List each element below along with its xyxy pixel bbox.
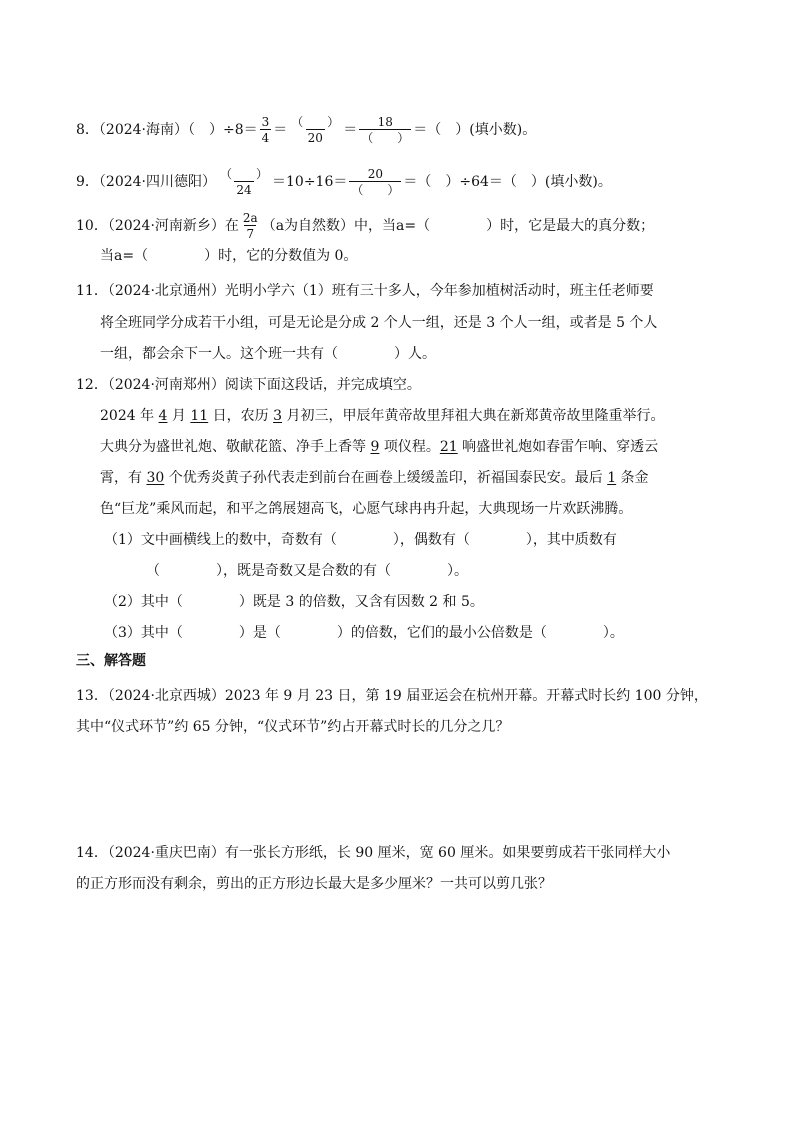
question-13-line-1: 13．（2024·北京西城）2023 年 9 月 23 日，第 19 届亚运会在杭州开幕。开幕式时长约 100 分钟， — [76, 688, 708, 704]
question-8: 8．（2024·海南）（ ）÷8＝ $\frac{3}{4}$ ＝ $\frac{( )}{20}$ ＝ $\frac{18}{( )}$ ＝（ ）(填小数)。 — [76, 115, 537, 145]
underlined-number: 21 — [439, 439, 458, 455]
question-11-line-3: 一组，都会余下一人。这个班一共有（ ）人。 — [100, 346, 436, 362]
q8-fraction-3: $\frac{18}{( )}$ — [361, 115, 410, 145]
underlined-number: 3 — [273, 408, 283, 424]
question-13-line-2: 其中“仪式环节”约 65 分钟，“仪式环节”约占开幕式时长的几分之几？ — [76, 719, 510, 735]
q8-prefix: 8．（2024·海南）（ ）÷8＝ — [76, 122, 258, 138]
sub-question-1-cont: （ ），既是奇数又是合数的有（ ）。 — [146, 563, 468, 579]
question-10: 10．（2024·河南新乡）在 $\frac{2a}{7}$ （a为自然数）中，当a=（ ）时，它是最大的真分数； — [76, 211, 655, 241]
q9-suffix: ＝（ ）÷64＝（ ）(填小数)。 — [403, 174, 612, 190]
question-10-line-2: 当a=（ ）时，它的分数值为 0。 — [100, 248, 358, 264]
section-heading: 三、解答题 — [76, 653, 146, 669]
q9-prefix: 9．（2024·四川德阳） — [76, 174, 216, 190]
q10-fraction: $\frac{2a}{7}$ — [242, 211, 258, 241]
q8-fraction-2: $\frac{( )}{20}$ — [291, 115, 340, 145]
sub-question-2: （2）其中（ ）既是 3 的倍数，又含有因数 2 和 5。 — [104, 594, 484, 610]
underlined-number: 11 — [190, 408, 209, 424]
underlined-number: 9 — [370, 439, 380, 455]
passage-line-3: 霄，有 30 个优秀炎黄子孙代表走到前台在画卷上缓缓盖印，祈福国泰民安。最后 1 条金 — [100, 470, 649, 486]
question-9: 9．（2024·四川德阳） $\frac{( )}{24}$ ＝10÷16＝ $\frac{20}{( )}$ ＝（ ）÷64＝（ ）(填小数)。 — [76, 167, 612, 197]
passage-line-4: 色“巨龙”乘风而起，和平之鸽展翅高飞，心愿气球冉冉升起，大典现场一片欢跃沸腾。 — [100, 501, 633, 517]
q9-fraction-2: $\frac{20}{( )}$ — [351, 167, 400, 197]
q8-suffix: ＝（ ）(填小数)。 — [413, 122, 537, 138]
underlined-number: 30 — [146, 470, 165, 486]
q8-fraction-1: $\frac{3}{4}$ — [261, 115, 270, 145]
question-12-line-1: 12．（2024·河南郑州）阅读下面这段话，并完成填空。 — [76, 377, 421, 393]
q9-fraction-1: $\frac{( )}{24}$ — [220, 167, 269, 197]
sub-question-3: （3）其中（ ）是（ ）的倍数，它们的最小公倍数是（ ）。 — [104, 625, 624, 641]
passage-line-1: 2024 年 4 月 11 日，农历 3 月初三，甲辰年黄帝故里拜祖大典在新郑黄帝故里隆重举行。 — [100, 408, 665, 424]
underlined-number: 4 — [158, 408, 168, 424]
passage-line-2: 大典分为盛世礼炮、敬献花篮、净手上香等 9 项仪程。21 响盛世礼炮如春雷乍响、穿透云 — [100, 439, 659, 455]
question-14-line-1: 14．（2024·重庆巴南）有一张长方形纸，长 90 厘米，宽 60 厘米。如果要剪成若干张同样大小 — [76, 845, 671, 861]
question-14-line-2: 的正方形而没有剩余，剪出的正方形边长最大是多少厘米？一共可以剪几张？ — [76, 876, 552, 892]
underlined-number: 1 — [607, 470, 617, 486]
sub-question-1: （1）文中画横线上的数中，奇数有（ ），偶数有（ ），其中质数有 — [104, 532, 617, 548]
question-11-line-2: 将全班同学分成若干小组，可是无论是分成 2 个人一组，还是 3 个人一组，或者是 5 个人 — [100, 315, 658, 331]
question-11-line-1: 11．（2024·北京通州）光明小学六（1）班有三十多人，今年参加植树活动时，班主任老师要 — [76, 283, 654, 299]
